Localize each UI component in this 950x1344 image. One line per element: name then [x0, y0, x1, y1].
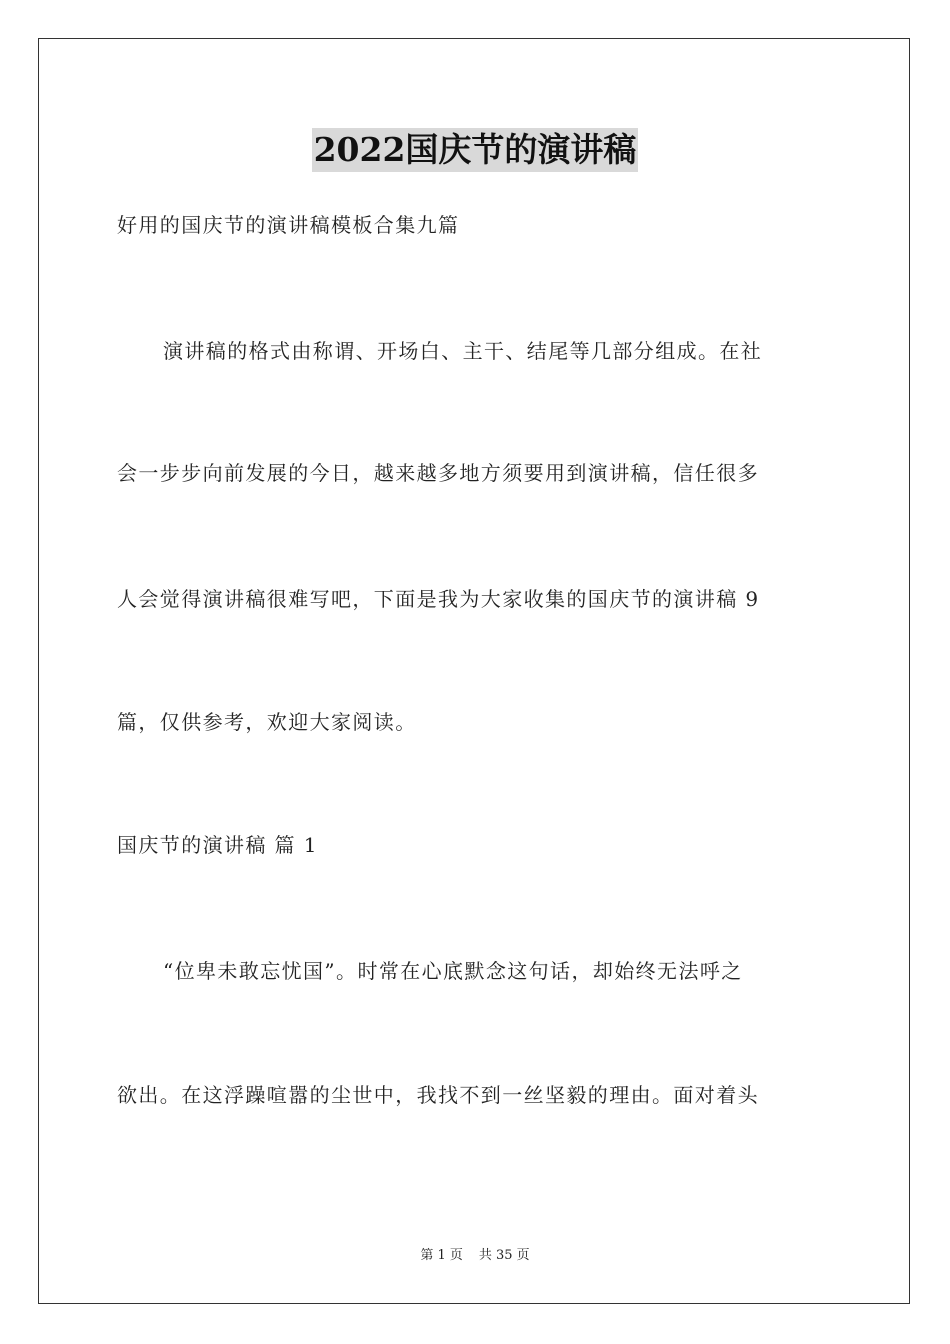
section-heading: 国庆节的演讲稿 篇 1: [117, 833, 318, 857]
page-number: 第 1 页: [420, 1248, 463, 1263]
paragraph-line: 欲出。在这浮躁喧嚣的尘世中，我找不到一丝坚毅的理由。面对着头: [117, 1083, 759, 1107]
paragraph-line: 人会觉得演讲稿很难写吧，下面是我为大家收集的国庆节的演讲稿 9: [117, 587, 760, 611]
paragraph-line: “位卑未敢忘忧国”。时常在心底默念这句话，却始终无法呼之: [163, 959, 743, 983]
paragraph-line: 篇，仅供参考，欢迎大家阅读。: [117, 710, 417, 734]
page-total: 共 35 页: [478, 1248, 530, 1263]
paragraph-line: 会一步步向前发展的今日，越来越多地方须要用到演讲稿，信任很多: [117, 461, 759, 485]
page-footer: [0, 1247, 950, 1265]
title-container: [0, 128, 950, 172]
document-subtitle: 好用的国庆节的演讲稿模板合集九篇: [117, 213, 460, 237]
document-title: 2022国庆节的演讲稿: [312, 128, 639, 172]
paragraph-line: 演讲稿的格式由称谓、开场白、主干、结尾等几部分组成。在社: [163, 339, 763, 363]
